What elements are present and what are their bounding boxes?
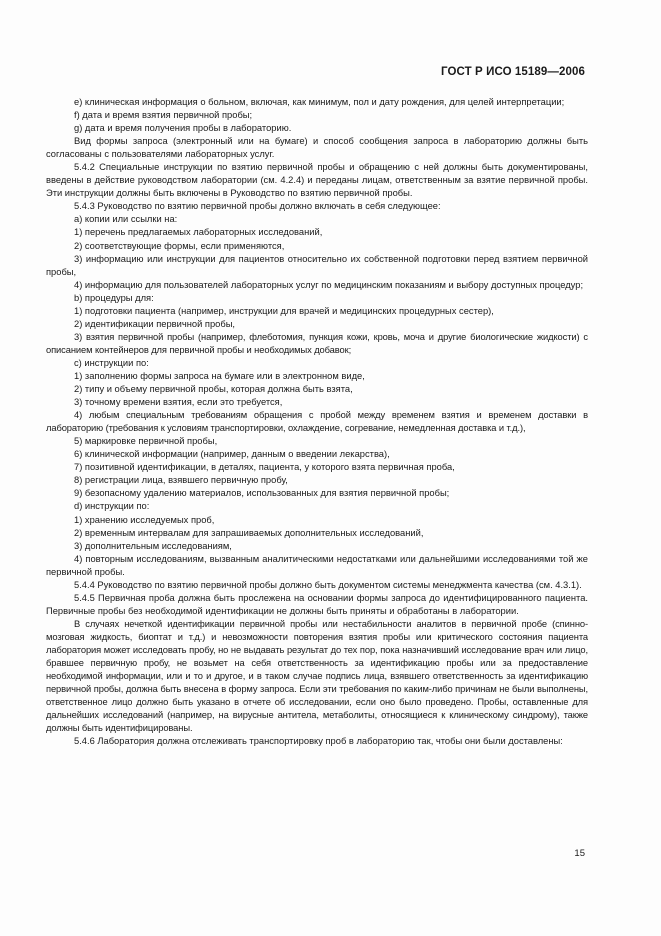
clause-5-4-3: 5.4.3 Руководство по взятию первичной пробы должно включать в себя следующее: <box>74 201 441 212</box>
list-item-c: c) инструкции по: <box>74 357 149 368</box>
list-item-d-2: 2) временным интервалам для запрашиваемых дополнительных исследований, <box>74 527 424 538</box>
page-number: 15 <box>574 848 585 859</box>
list-item-d-1: 1) хранению исследуемых проб, <box>74 514 215 525</box>
list-item-g-receipt-time: g) дата и время получения пробы в лабораторию. <box>74 123 292 134</box>
paragraph-unclear-identification: В случаях нечеткой идентификации первичной пробы или нестабильности аналитов в первичной пробе (спинно-мозговая жидкость, биоптат и т.д.) и невозможности повторения взятия пробы или критического состояния пациента лаборатория может исследовать пробу, но не выдавать результат до тех пор, пока назначивший исследование врач или лицо, бравшее первичную пробу, не возьмет на себя ответственность за идентификацию пробы или за предоставление необходимой информации, или и то и другое, и в таком случае подпись лица, взявшего ответственность за идентификацию первичной пробы, должна быть внесена в форму запроса. Если эти требования по каким-либо причинам не были выполнены, ответственное лицо должно быть указано в отчете об исследовании, если оно было проведено. Пробы, оставленные для дальнейших исследований (например, на вирусные антитела, метаболиты, относящиеся к клиническому синдрому), также должны быть идентифицированы. <box>46 618 588 734</box>
list-item-c-1: 1) заполнению формы запроса на бумаге или в электронном виде, <box>74 370 365 381</box>
paragraph-request-form: Вид формы запроса (электронный или на бумаге) и способ сообщения запроса в лабораторию должны быть согласованы с пользователями лабораторных услуг. <box>46 136 588 160</box>
list-item-d-4: 4) повторным исследованиям, вызванным аналитическими недостатками или дальнейшими исследованиями той же первичной пробы. <box>46 553 588 577</box>
clause-5-4-2: 5.4.2 Специальные инструкции по взятию первичной пробы и обращению с ней должны быть документированы, введены в действие руководством лаборатории (см. 4.2.4) и переданы лицам, ответственным за взятие первичной пробы. Эти инструкции должны быть включены в Руководство по взятию первичной пробы. <box>46 162 588 199</box>
list-item-a-2: 2) соответствующие формы, если применяются, <box>74 240 285 251</box>
list-item-e-clinical-info: e) клиническая информация о больном, включая, как минимум, пол и дату рождения, для целей интерпретации; <box>74 97 565 107</box>
list-item-d-3: 3) дополнительным исследованиям, <box>74 540 232 551</box>
clause-5-4-4: 5.4.4 Руководство по взятию первичной пробы должно быть документом системы менеджмента качества (см. 4.3.1). <box>74 579 582 590</box>
list-item-c-4: 4) любым специальным требованиям обращения с пробой между временем взятия и временем доставки в лабораторию (требования к условиям транспортировки, охлаждение, согревание, немедленная доставка и т.д.), <box>46 410 588 434</box>
list-item-c-3: 3) точному времени взятия, если это требуется, <box>74 397 283 408</box>
list-item-a-4: 4) информацию для пользователей лабораторных услуг по медицинским показаниям и выбору доступных процедур; <box>74 279 584 290</box>
clause-5-4-5: 5.4.5 Первичная проба должна быть прослежена на основании формы запроса до идентифицированного пациента. Первичные пробы без необходимой идентификации не должны быть приняты и обработаны в лаборатории. <box>46 592 588 616</box>
list-item-c-8: 8) регистрации лица, взявшего первичную пробу, <box>74 475 288 486</box>
list-item-c-5: 5) маркировке первичной пробы, <box>74 436 218 447</box>
list-item-a: a) копии или ссылки на: <box>74 214 178 225</box>
list-item-b: b) процедуры для: <box>74 292 154 303</box>
list-item-a-1: 1) перечень предлагаемых лабораторных исследований, <box>74 227 323 238</box>
list-item-b-1: 1) подготовки пациента (например, инструкции для врачей и медицинских процедурных сестер), <box>74 305 494 316</box>
list-item-d: d) инструкции по: <box>74 501 150 512</box>
list-item-c-7: 7) позитивной идентификации, в деталях, пациента, у которого взята первичная проба, <box>74 462 455 473</box>
list-item-b-2: 2) идентификации первичной пробы, <box>74 318 236 329</box>
list-item-b-3: 3) взятия первичной пробы (например, флеботомия, пункция кожи, кровь, моча и другие биологические жидкости) с описанием контейнеров для первичной пробы и необходимых добавок; <box>46 331 588 355</box>
list-item-f-collection-time: f) дата и время взятия первичной пробы; <box>74 110 253 121</box>
list-item-c-6: 6) клинической информации (например, данным о введении лекарства), <box>74 449 390 460</box>
list-item-c-9: 9) безопасному удалению материалов, использованных для взятия первичной пробы; <box>74 488 450 499</box>
clause-5-4-6: 5.4.6 Лаборатория должна отслеживать транспортировку проб в лабораторию так, чтобы они были доставлены: <box>74 736 563 747</box>
standard-header: ГОСТ Р ИСО 15189—2006 <box>440 66 585 78</box>
list-item-a-3: 3) информацию или инструкции для пациентов относительно их собственной подготовки перед взятием первичной пробы, <box>46 253 588 277</box>
list-item-c-2: 2) типу и объему первичной пробы, которая должна быть взята, <box>74 384 353 395</box>
document-body <box>46 96 588 748</box>
